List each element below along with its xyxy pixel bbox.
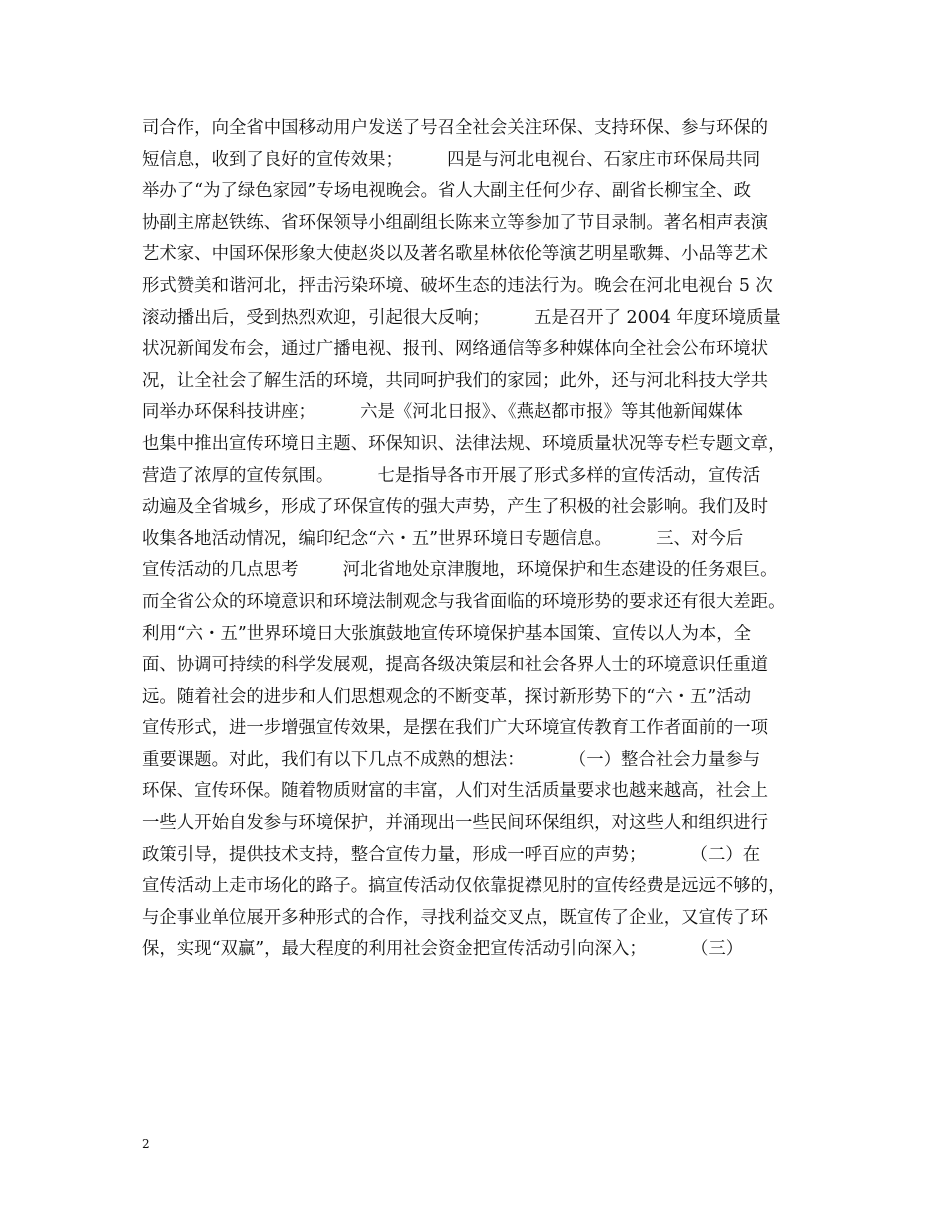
text-line: 而全省公众的环境意识和环境法制观念与我省面临的环境形势的要求还有很大差距。: [142, 591, 786, 612]
text-line: 面、协调可持续的科学发展观，提高各级决策层和社会各界人士的环境意识任重道: [142, 655, 769, 676]
text-line: 滚动播出后，受到热烈欢迎，引起很大反响； 五是召开了 2004 年度环境质量: [142, 307, 781, 328]
page-number: 2: [142, 1137, 150, 1151]
text-line: 也集中推出宣传环境日主题、环保知识、法律法规、环境质量状况等专栏专题文章，: [142, 433, 786, 454]
text-line: 环保、宣传环保。随着物质财富的丰富，人们对生活质量要求也越来越高，社会上: [142, 781, 769, 802]
text-line: 协副主席赵铁练、省环保领导小组副组长陈来立等参加了节目录制。著名相声表演: [142, 212, 769, 233]
text-line: 营造了浓厚的宣传氛围。 七是指导各市开展了形式多样的宣传活动，宣传活: [142, 465, 761, 486]
text-line: 短信息，收到了良好的宣传效果； 四是与河北电视台、石家庄市环保局共同: [142, 149, 761, 170]
text-line: 远。随着社会的进步和人们思想观念的不断变革，探讨新形势下的“六・五”活动: [142, 686, 752, 707]
text-line: 形式赞美和谐河北，抨击污染环境、破坏生态的违法行为。晚会在河北电视台 5 次: [142, 275, 773, 296]
text-line: 举办了“为了绿色家园”专场电视晚会。省人大副主任何少存、副省长柳宝全、政: [142, 181, 752, 202]
text-line: 保，实现“双赢”，最大程度的利用社会资金把宣传活动引向深入； （三）: [142, 939, 744, 960]
text-line: 况，让全社会了解生活的环境，共同呵护我们的家园；此外，还与河北科技大学共: [142, 370, 769, 391]
text-line: 动遍及全省城乡，形成了环保宣传的强大声势，产生了积极的社会影响。我们及时: [142, 497, 769, 518]
text-line: 政策引导，提供技术支持，整合宣传力量，形成一呼百应的声势； （二）在: [142, 844, 761, 865]
text-line: 利用“六・五”世界环境日大张旗鼓地宣传环境保护基本国策、宣传以人为本，全: [142, 623, 752, 644]
text-line: 状况新闻发布会，通过广播电视、报刊、网络通信等多种媒体向全社会公布环境状: [142, 339, 769, 360]
text-line: 同举办环保科技讲座； 六是《河北日报》、《燕赵都市报》等其他新闻媒体: [142, 402, 743, 423]
text-line: 宣传活动的几点思考 河北省地处京津腹地，环境保护和生态建设的任务艰巨。: [142, 560, 778, 581]
text-line: 宣传活动上走市场化的路子。搞宣传活动仅依靠捉襟见肘的宣传经费是远远不够的，: [142, 876, 786, 897]
text-line: 司合作，向全省中国移动用户发送了号召全社会关注环保、支持环保、参与环保的: [142, 118, 769, 138]
text-line: 艺术家、中国环保形象大使赵炎以及著名歌星林依伦等演艺明星歌舞、小品等艺术: [142, 244, 769, 265]
text-line: 一些人开始自发参与环境保护，并涌现出一些民间环保组织，对这些人和组织进行: [142, 813, 769, 834]
text-line: 宣传形式，进一步增强宣传效果，是摆在我们广大环境宣传教育工作者面前的一项: [142, 718, 769, 739]
text-line: 收集各地活动情况，编印纪念“六・五”世界环境日专题信息。 三、对今后: [142, 528, 744, 549]
text-line: 与企事业单位展开多种形式的合作，寻找利益交叉点，既宣传了企业，又宣传了环: [142, 907, 769, 928]
body-text: [142, 113, 822, 966]
text-line: 重要课题。对此，我们有以下几点不成熟的想法： （一）整合社会力量参与: [142, 749, 761, 770]
